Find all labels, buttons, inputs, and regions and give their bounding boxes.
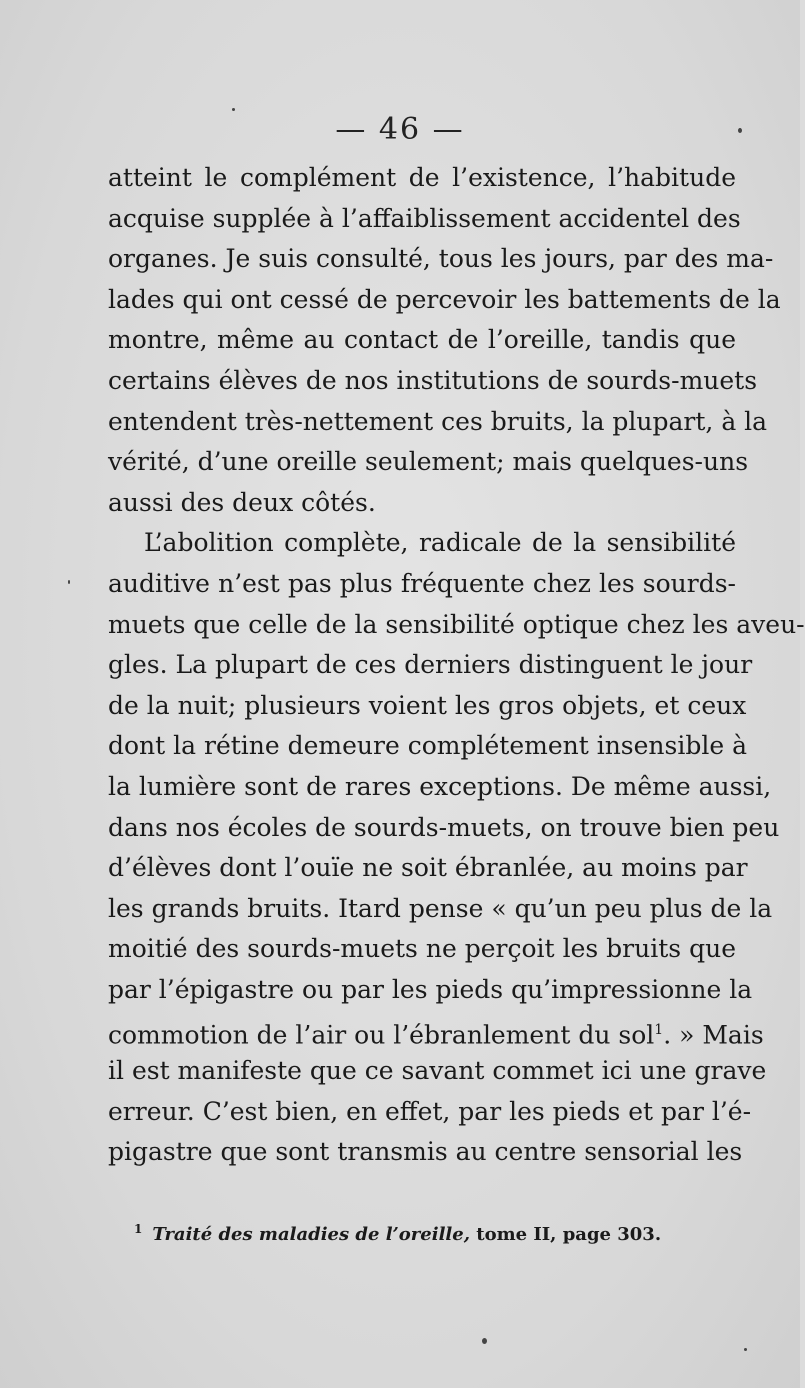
text-line: auditive n’est pas plus fréquente chez les sourds- <box>108 568 736 598</box>
text-line: erreur. C’est bien, en effet, par les pieds et par l’é- <box>108 1096 752 1126</box>
text-line: il est manifeste que ce savant commet ici une grave <box>108 1056 767 1086</box>
text-line: dans nos écoles de sourds-muets, on trouve bien peu <box>108 812 780 842</box>
text-line: acquise supplée à l’affaiblissement accidentel des <box>108 203 741 233</box>
text-line: gles. La plupart de ces derniers distinguent le jour <box>108 650 753 680</box>
text-line: par l’épigastre ou par les pieds qu’impressionne la <box>108 974 753 1004</box>
text-line: muets que celle de la sensibilité optique chez les aveu- <box>108 609 805 639</box>
text-line: dont la rétine demeure complétement insensible à <box>108 731 748 761</box>
paper-speck <box>744 1348 747 1351</box>
footnote-marker: 1 <box>134 1222 143 1236</box>
footnote <box>134 1222 734 1245</box>
text-line: pigastre que sont transmis au centre sensorial les <box>108 1137 743 1167</box>
text-line: les grands bruits. Itard pense « qu’un peu plus de la <box>108 893 773 923</box>
text-line: vérité, d’une oreille seulement; mais quelques-uns <box>108 447 749 477</box>
text-line: atteint le complément de l’existence, l’habitude <box>108 163 736 192</box>
paper-speck <box>738 128 742 133</box>
paper-speck <box>482 1338 487 1344</box>
note-reference: 1 <box>654 1022 664 1039</box>
text-line: organes. Je suis consulté, tous les jours, par des ma- <box>108 244 774 274</box>
text-line: de la nuit; plusieurs voient les gros objets, et ceux <box>108 690 747 720</box>
text-line: montre, même au contact de l’oreille, tandis que <box>108 325 736 355</box>
text-line: certains élèves de nos institutions de sourds-muets <box>108 365 758 395</box>
text-line: lades qui ont cessé de percevoir les battements de la <box>108 284 781 314</box>
text-line: d’élèves dont l’ouïe ne soit ébranlée, au moins par <box>108 853 748 883</box>
text-line: aussi des deux côtés. <box>108 487 376 517</box>
page-number-header: — 46 — <box>335 112 465 147</box>
paper-speck <box>68 580 70 584</box>
text-line: L’abolition complète, radicale de la sensibilité <box>144 528 736 558</box>
text-line: moitié des sourds-muets ne perçoit les bruits que <box>108 934 736 964</box>
footnote-text: tome II, page 303. <box>469 1224 662 1245</box>
text-fragment: commotion de l’air ou l’ébranlement du sol <box>108 1020 655 1050</box>
text-line-with-note <box>108 1010 764 1051</box>
text-fragment: . » Mais <box>663 1020 764 1050</box>
text-line: la lumière sont de rares exceptions. De même aussi, <box>108 771 772 801</box>
footnote-title: Traité des maladies de l’oreille, <box>152 1224 470 1245</box>
text-line: entendent très-nettement ces bruits, la plupart, à la <box>108 406 768 436</box>
paper-speck <box>232 108 235 111</box>
body-text <box>108 158 805 1173</box>
